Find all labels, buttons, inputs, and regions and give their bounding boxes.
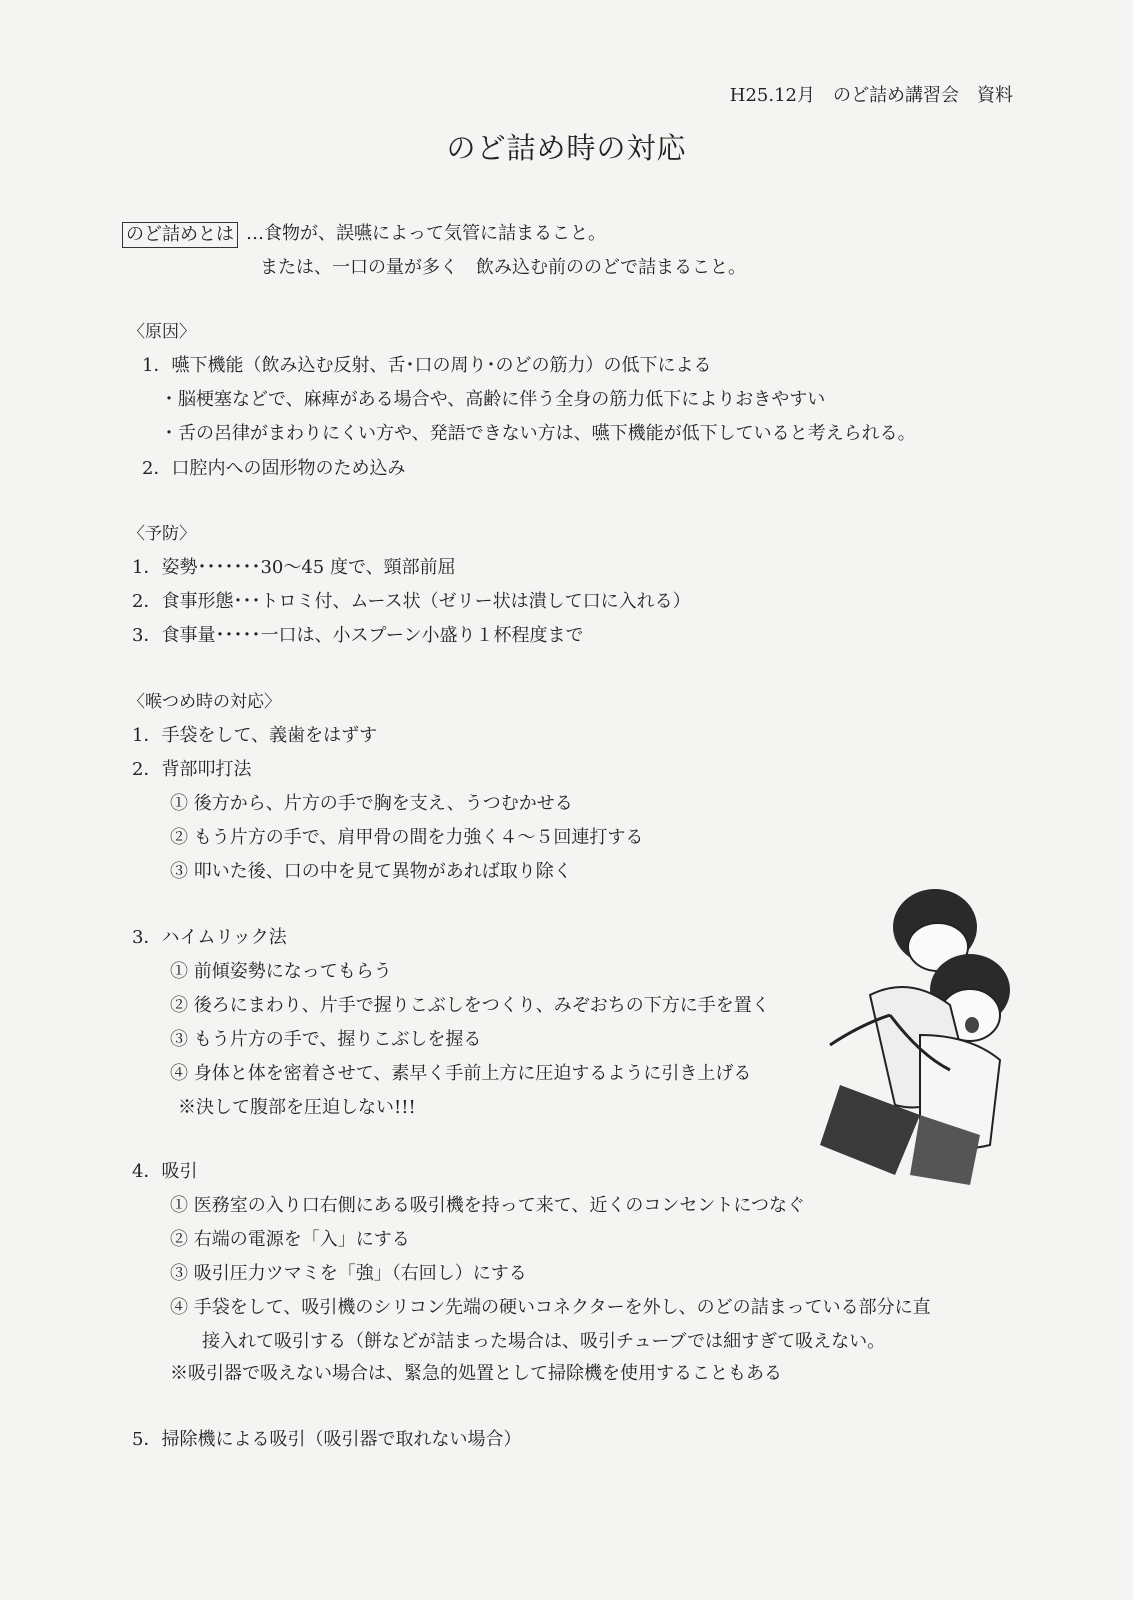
heimlich-step: ② 後ろにまわり、片手で握りこぶしをつくり、みぞおちの下方に手を置く	[170, 995, 770, 1016]
definition-line-2: または、一口の量が多く 飲み込む前ののどで詰まること。	[260, 257, 746, 278]
page-title: のど詰め時の対応	[446, 131, 687, 165]
suction-note: ※吸引器で吸えない場合は、緊急的処置として掃除機を使用することもある	[170, 1363, 782, 1384]
causes-bullet-2: ・舌の呂律がまわりにくい方や、発語できない方は、嚥下機能が低下していると考えられる。	[160, 423, 916, 444]
heimlich-step: ③ もう片方の手で、握りこぶしを握る	[170, 1029, 482, 1050]
suction-step-continued: 接入れて吸引する（餅などが詰まった場合は、吸引チューブでは細すぎて吸えない。	[202, 1331, 886, 1352]
causes-heading: 〈原因〉	[128, 322, 196, 342]
header-line	[712, 84, 1013, 108]
header-event: のど詰め講習会	[833, 85, 959, 106]
causes-bullet-1: ・脳梗塞などで、麻痺がある場合や、高齢に伴う全身の筋力低下によりおきやすい	[160, 389, 826, 410]
suction-step: ② 右端の電源を「入」にする	[170, 1229, 410, 1250]
back-blow-step: ① 後方から、片方の手で胸を支え、うつむかせる	[170, 793, 573, 814]
prevention-item-1: 1．姿勢･･･････30～45 度で、頸部前屈	[132, 557, 456, 578]
causes-item-1: 1．嚥下機能（飲み込む反射、舌･口の周り･のどの筋力）の低下による	[142, 355, 712, 376]
suction-step: ① 医務室の入り口右側にある吸引機を持って来て、近くのコンセントにつなぐ	[170, 1195, 805, 1216]
response-item-2: 2．背部叩打法	[132, 759, 252, 780]
response-heading: 〈喉つめ時の対応〉	[128, 692, 281, 712]
prevention-item-3: 3．食事量･････一口は、小スプーン小盛り１杯程度まで	[132, 625, 584, 646]
back-blow-step: ② もう片方の手で、肩甲骨の間を力強く４～５回連打する	[170, 827, 644, 848]
definition-term: のど詰めとは	[122, 222, 238, 248]
header-doc: 資料	[977, 85, 1013, 106]
suction-step: ③ 吸引圧力ツマミを「強」（右回し）にする	[170, 1263, 527, 1284]
heimlich-step: ④ 身体と体を密着させて、素早く手前上方に圧迫するように引き上げる	[170, 1063, 752, 1084]
back-blow-step: ③ 叩いた後、口の中を見て異物があれば取り除く	[170, 861, 572, 882]
patient-mouth	[965, 1017, 979, 1033]
response-item-3: 3．ハイムリック法	[132, 927, 287, 948]
header-date: H25.12月	[729, 85, 815, 106]
causes-item-2: 2．口腔内への固形物のため込み	[142, 458, 406, 479]
response-item-5: 5．掃除機による吸引（吸引器で取れない場合）	[132, 1429, 522, 1450]
heimlich-step: ① 前傾姿勢になってもらう	[170, 961, 392, 982]
heimlich-illustration	[800, 885, 1040, 1185]
heimlich-note: ※決して腹部を圧迫しない!!!	[178, 1097, 416, 1118]
suction-step: ④ 手袋をして、吸引機のシリコン先端の硬いコネクターを外し、のどの詰まっている部分に直	[170, 1297, 931, 1318]
response-item-4: 4．吸引	[132, 1161, 198, 1182]
definition-line-1: …食物が、誤嚥によって気管に詰まること。	[246, 223, 606, 244]
prevention-heading: 〈予防〉	[128, 524, 196, 544]
response-item-1: 1．手袋をして、義歯をはずす	[132, 725, 378, 746]
prevention-item-2: 2．食事形態･･･トロミ付、ムース状（ゼリー状は潰して口に入れる）	[132, 591, 691, 612]
